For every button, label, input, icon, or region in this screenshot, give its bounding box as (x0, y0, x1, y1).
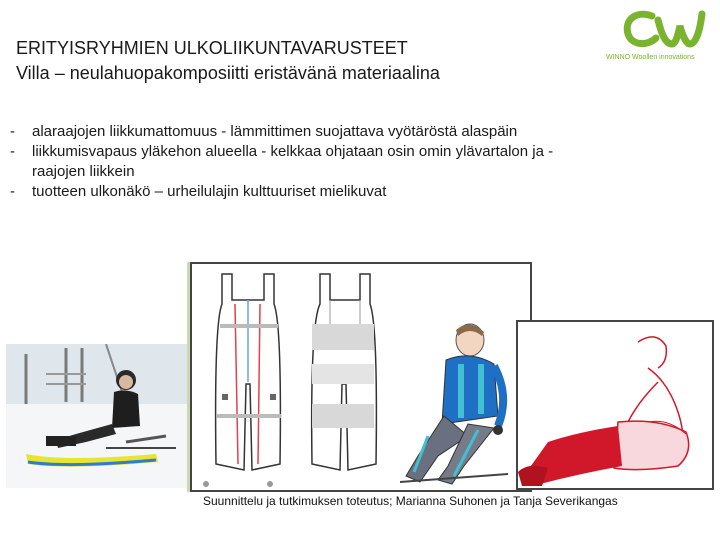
figure-illustration (398, 306, 514, 490)
sled-user-illustration (6, 344, 192, 488)
leg-warmer-sketch (516, 320, 714, 490)
winno-logo (606, 6, 714, 66)
bullet-text: alaraajojen liikkumattomuus - lämmittimen suojattava vyötäröstä alaspäin (32, 123, 518, 140)
bullet-item (10, 182, 710, 202)
winno-logo-mark (606, 6, 714, 54)
bullet-item (10, 162, 710, 182)
bullet-dash (10, 162, 32, 182)
sled-user-photo (6, 344, 192, 488)
logo-text: WINNO Woollen innovations (606, 54, 695, 61)
bullet-item (10, 122, 710, 142)
title-line-1: ERITYISRYHMIEN ULKOLIIKUNTAVARUSTEET (16, 38, 408, 58)
bullet-text: liikkumisvapaus yläkehon alueella - kelkkaa ohjataan osin omin ylävartalon ja - (32, 143, 554, 160)
bullet-dash: - (10, 123, 15, 140)
bullet-dash: - (10, 183, 15, 200)
bullet-item (10, 142, 710, 162)
title-line-2: Villa – neulahuopakomposiitti eristävänä materiaalina (16, 63, 440, 83)
bullet-list (10, 122, 710, 202)
slide-title (16, 36, 576, 86)
credits-caption: Suunnittelu ja tutkimuksen toteutus; Marianna Suhonen ja Tanja Severikangas (203, 494, 618, 508)
seated-figure-sketch (398, 306, 514, 490)
bullet-text: tuotteen ulkonäkö – urheilulajin kulttuuriset mielikuvat (32, 183, 387, 200)
bullet-dash: - (10, 143, 15, 160)
bullet-text: raajojen liikkein (32, 163, 135, 180)
leg-warmer-illustration (518, 322, 712, 488)
